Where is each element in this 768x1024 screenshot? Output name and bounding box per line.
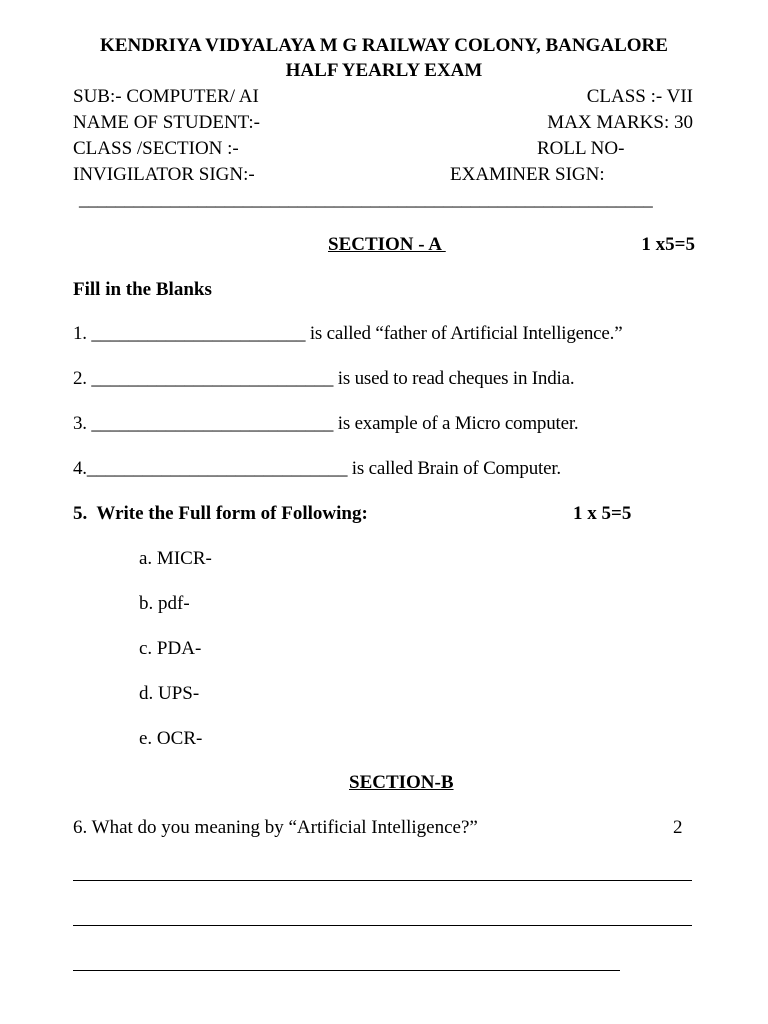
- roll-no-label: ROLL NO-: [537, 138, 625, 159]
- q5-item-ocr: e. OCR-: [139, 728, 203, 749]
- question-5-marks: 1 x 5=5: [573, 503, 632, 524]
- question-4: 4.____________________________ is called Brain of Computer.: [73, 458, 561, 479]
- q5-item-micr: a. MICR-: [139, 548, 212, 569]
- class-section-label: CLASS /SECTION :-: [73, 138, 239, 159]
- section-b-title: SECTION-B: [349, 772, 454, 793]
- max-marks-label: MAX MARKS: 30: [547, 112, 693, 133]
- answer-line: [73, 925, 692, 926]
- question-2: 2. __________________________ is used to read cheques in India.: [73, 368, 575, 389]
- examiner-sign-label: EXAMINER SIGN:: [450, 164, 605, 185]
- header-divider: _______________________________________________________________: [79, 189, 653, 210]
- student-name-label: NAME OF STUDENT:-: [73, 112, 260, 133]
- question-1: 1. _______________________ is called “father of Artificial Intelligence.”: [73, 323, 623, 344]
- q5-item-pdf: b. pdf-: [139, 593, 190, 614]
- question-5: 5. Write the Full form of Following:: [73, 503, 368, 524]
- question-3: 3. __________________________ is example of a Micro computer.: [73, 413, 579, 434]
- q5-item-ups: d. UPS-: [139, 683, 200, 704]
- section-a-title: SECTION - A: [328, 234, 446, 255]
- fill-blanks-heading: Fill in the Blanks: [73, 279, 212, 300]
- q5-item-pda: c. PDA-: [139, 638, 202, 659]
- answer-line: [73, 880, 692, 881]
- question-6-marks: 2: [673, 817, 683, 838]
- exam-title: HALF YEARLY EXAM: [285, 60, 483, 81]
- class-label: CLASS :- VII: [586, 86, 693, 107]
- invigilator-sign-label: INVIGILATOR SIGN:-: [73, 164, 255, 185]
- answer-line: [73, 970, 620, 971]
- subject-label: SUB:- COMPUTER/ AI: [73, 86, 259, 107]
- section-a-marks: 1 x5=5: [641, 234, 695, 255]
- question-6: 6. What do you meaning by “Artificial Intelligence?”: [73, 817, 478, 838]
- school-name: KENDRIYA VIDYALAYA M G RAILWAY COLONY, BANGALORE: [100, 35, 668, 56]
